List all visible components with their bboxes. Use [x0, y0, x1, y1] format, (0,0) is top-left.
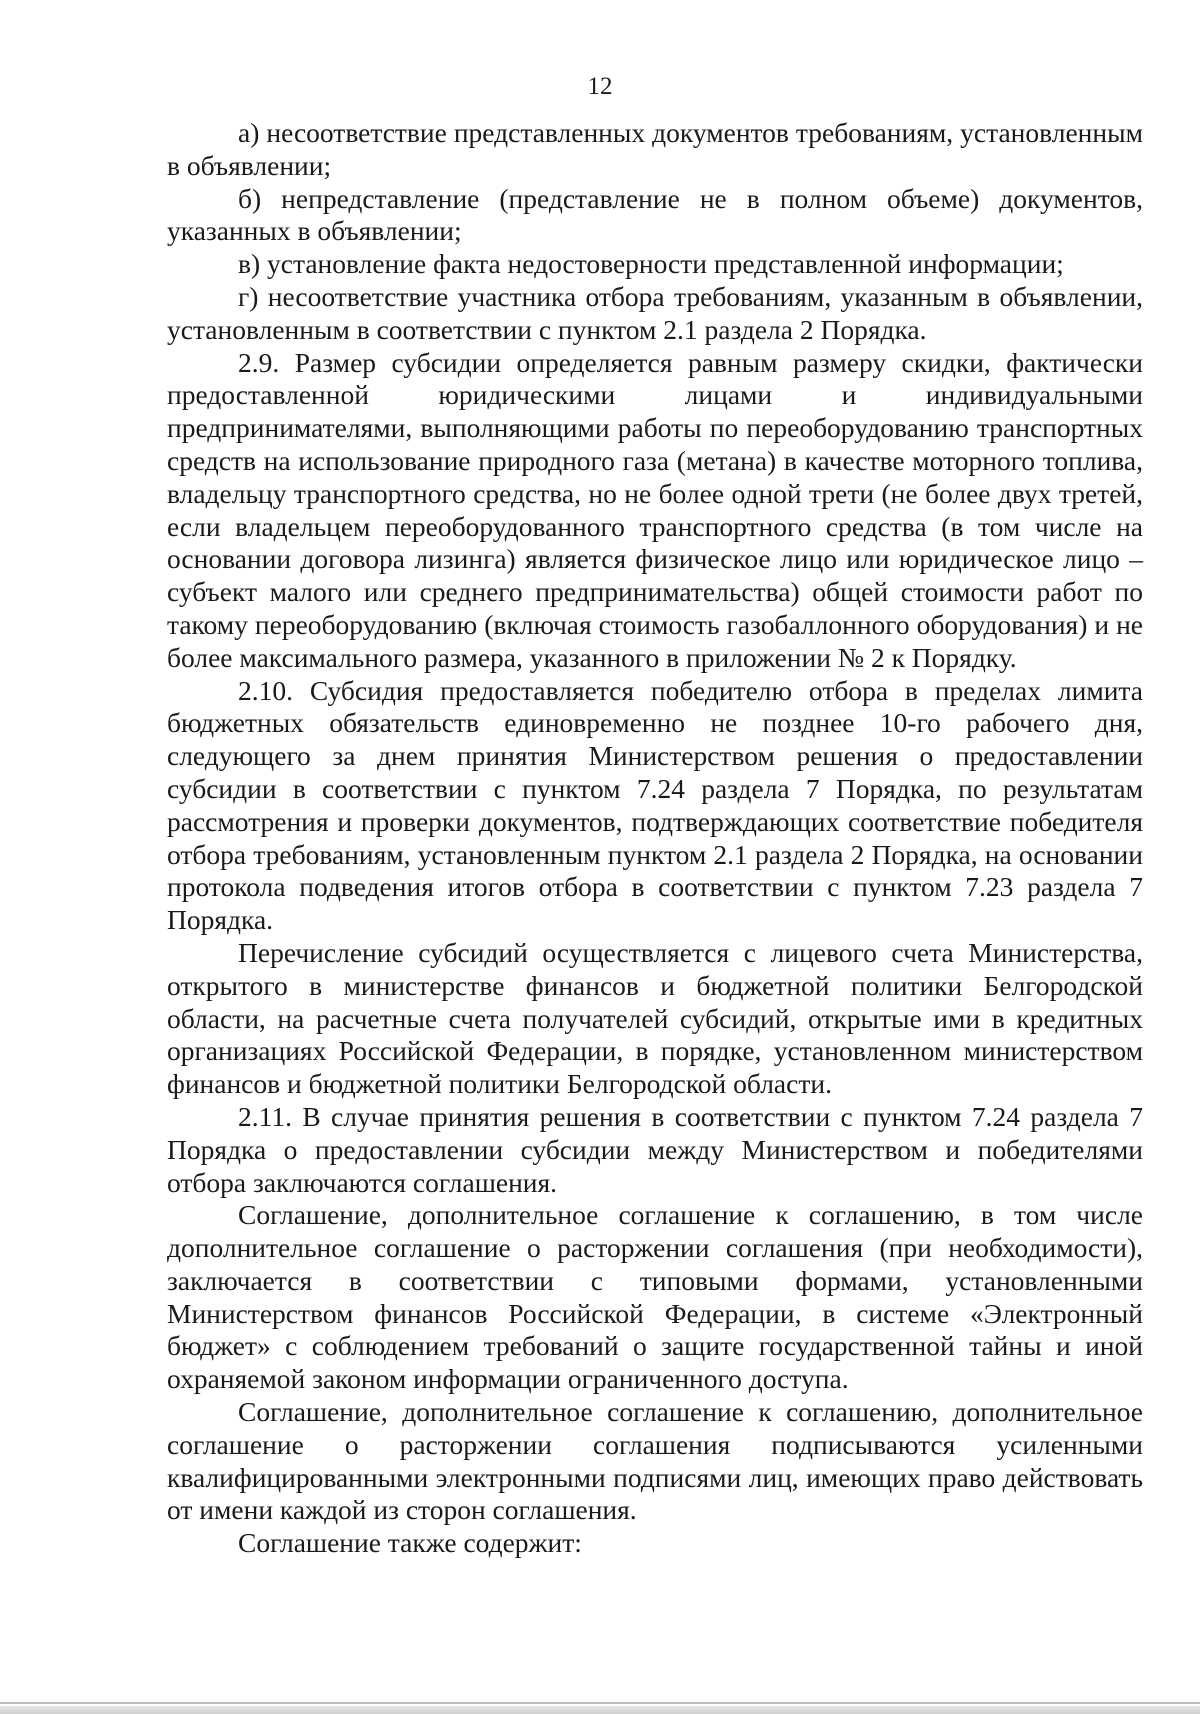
paragraph-item-g: г) несоответствие участника отбора требованиям, указанным в объявлении, установленным в соответствии с пунктом 2.1 раздела 2 Порядка. [167, 280, 1143, 345]
paragraph-2-10: 2.10. Субсидия предоставляется победителю отбора в пределах лимита бюджетных обязательств единовременно не позднее 10-го рабочего дня, следующего за днем принятия Министерством решения о предоставлении субсидии в соответствии с пунктом 7.24 раздела 7 Порядка, по результатам рассмотрения и проверки документов, подтверждающих соответствие победителя отбора требованиям, установленным пунктом 2.1 раздела 2 Порядка, на основании протокола подведения итогов отбора в соответствии с пунктом 7.23 раздела 7 Порядка. [167, 674, 1143, 936]
page-number: 12 [587, 73, 613, 100]
paragraph-agreement-forms: Соглашение, дополнительное соглашение к соглашению, в том числе дополнительное соглашение о расторжении соглашения (при необходимости), заключается в соответствии с типовыми формами, установленными Министерством финансов Российской Федерации, в системе «Электронный бюджет» с соблюдением требований о защите государственной тайны и иной охраняемой законом информации ограниченного доступа. [167, 1199, 1143, 1395]
scan-edge-line [0, 1702, 1200, 1704]
document-body [167, 117, 1143, 1560]
scan-bottom-edge [0, 1706, 1200, 1714]
paragraph-agreement-signatures: Соглашение, дополнительное соглашение к соглашению, дополнительное соглашение о расторжении соглашения подписываются усиленными квалифицированными электронными подписями лиц, имеющих право действовать от имени каждой из сторон соглашения. [167, 1396, 1143, 1526]
paragraph-agreement-contains: Соглашение также содержит: [238, 1527, 582, 1559]
paragraph-item-a: а) несоответствие представленных документов требованиям, установленным в объявлении; [167, 117, 1143, 181]
paragraph-transfer: Перечисление субсидий осуществляется с лицевого счета Министерства, открытого в министерстве финансов и бюджетной политики Белгородской области, на расчетные счета получателей субсидий, открытые ими в кредитных организациях Российской Федерации, в порядке, установленном министерством финансов и бюджетной политики Белгородской области. [167, 936, 1143, 1100]
paragraph-2-11: 2.11. В случае принятия решения в соответствии с пунктом 7.24 раздела 7 Порядка о предоставлении субсидии между Министерством и победителями отбора заключаются соглашения. [167, 1100, 1143, 1198]
paragraph-item-b: б) непредставление (представление не в полном объеме) документов, указанных в объявлении; [167, 182, 1143, 247]
paragraph-2-9: 2.9. Размер субсидии определяется равным размеру скидки, фактически предоставленной юридическими лицами и индивидуальными предпринимателями, выполняющими работы по переоборудованию транспортных средств на использование природного газа (метана) в качестве моторного топлива, владельцу транспортного средства, но не более одной трети (не более двух третей, если владельцем переоборудованного транспортного средства (в том числе на основании договора лизинга) является физическое лицо или юридическое лицо – субъект малого или среднего предпринимательства) общей стоимости работ по такому переоборудованию (включая стоимость газобаллонного оборудования) и не более максимального размера, указанного в приложении № 2 к Порядку. [167, 346, 1143, 673]
paragraph-item-v: в) установление факта недостоверности представленной информации; [238, 248, 1064, 280]
